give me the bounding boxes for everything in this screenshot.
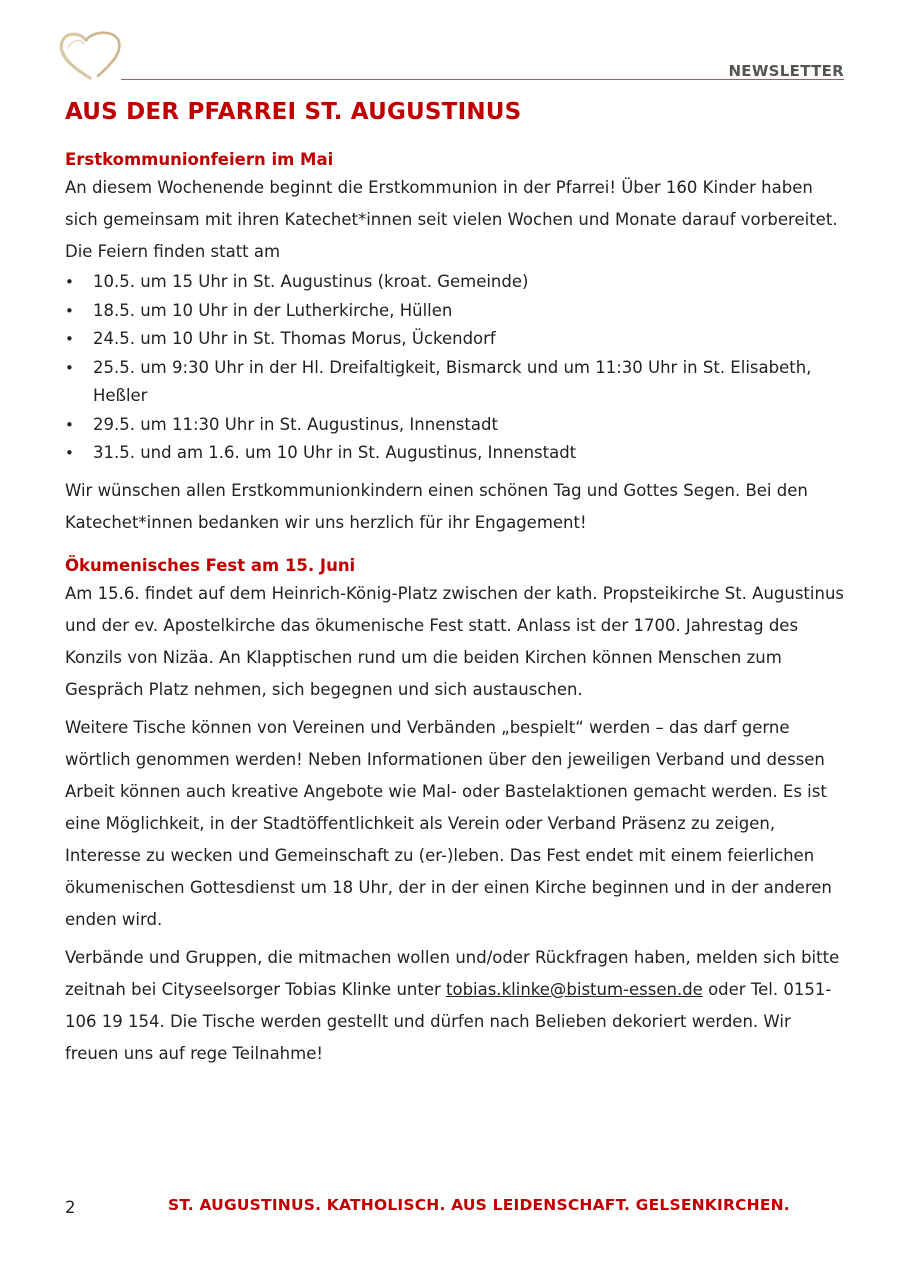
footer-slogan: ST. AUGUSTINUS. KATHOLISCH. AUS LEIDENSCHAFT. GELSENKIRCHEN. bbox=[168, 1196, 790, 1214]
list-item: • 18.5. um 10 Uhr in der Lutherkirche, Hüllen bbox=[65, 297, 847, 326]
section-oekumenisches-fest bbox=[65, 553, 847, 1070]
article-content bbox=[65, 147, 847, 1070]
list-item: • 31.5. und am 1.6. um 10 Uhr in St. Augustinus, Innenstadt bbox=[65, 439, 847, 468]
email-link[interactable]: tobias.klinke@bistum-essen.de bbox=[446, 979, 703, 999]
section-heading: Ökumenisches Fest am 15. Juni bbox=[65, 555, 356, 575]
page-number: 2 bbox=[65, 1198, 76, 1217]
list-item: • 25.5. um 9:30 Uhr in der Hl. Dreifaltigkeit, Bismarck und um 11:30 Uhr in St. Elisabeth, Heßler bbox=[65, 354, 847, 411]
contact-text-before: Verbände und Gruppen, die mitmachen wollen und/oder Rückfragen haben, melden sich bitte zeitnah bei Cityseelsorger Tobias Klinke unter bbox=[65, 947, 840, 999]
celebration-dates-list bbox=[65, 268, 847, 468]
section-heading: Erstkommunionfeiern im Mai bbox=[65, 150, 334, 169]
list-item: • 29.5. um 11:30 Uhr in St. Augustinus, Innenstadt bbox=[65, 411, 847, 440]
list-item: • 10.5. um 15 Uhr in St. Augustinus (kroat. Gemeinde) bbox=[65, 268, 847, 297]
heart-logo-icon bbox=[56, 28, 124, 82]
paragraph: Weitere Tische können von Vereinen und Verbänden „bespielt“ werden – das darf gerne wörtlich genommen werden! Neben Informationen über den jeweiligen Verband und dessen Arbeit können auch kreative Angebote wie Mal- oder Bastelaktionen gemacht werden. Es ist eine Möglichkeit, in der Stadtöffentlichkeit als Verein oder Verband Präsenz zu zeigen, Interesse zu wecken und Gemeinschaft zu (er-)leben. Das Fest endet mit einem feierlichen ökumenischen Gottesdienst um 18 Uhr, der in der einen Kirche beginnen und in der anderen enden wird. bbox=[65, 717, 832, 929]
page-title: AUS DER PFARREI ST. AUGUSTINUS bbox=[65, 99, 522, 125]
paragraph: Am 15.6. findet auf dem Heinrich-König-Platz zwischen der kath. Propsteikirche St. Augustinus und der ev. Apostelkirche das ökumenische Fest statt. Anlass ist der 1700. Jahrestag des Konzils von Nizäa. An Klapptischen rund um die beiden Kirchen können Menschen zum Gespräch Platz nehmen, sich begegnen und sich austauschen. bbox=[65, 583, 844, 699]
newsletter-label: NEWSLETTER bbox=[728, 62, 844, 80]
contact-text-after: oder Tel. 0151-106 19 154. Die Tische werden gestellt und dürfen nach Belieben dekoriert werden. Wir freuen uns auf rege Teilnahme! bbox=[65, 979, 832, 1063]
section-closing: Wir wünschen allen Erstkommunionkindern einen schönen Tag und Gottes Segen. Bei den Katechet*innen bedanken wir uns herzlich für ihr Engagement! bbox=[65, 480, 808, 532]
contact-paragraph bbox=[65, 942, 847, 1070]
section-intro: An diesem Wochenende beginnt die Erstkommunion in der Pfarrei! Über 160 Kinder haben sich gemeinsam mit ihren Katechet*innen seit vielen Wochen und Monate darauf vorbereitet. Die Feiern finden statt am bbox=[65, 178, 838, 261]
list-item: • 24.5. um 10 Uhr in St. Thomas Morus, Ückendorf bbox=[65, 325, 847, 354]
section-erstkommunion bbox=[65, 147, 847, 539]
